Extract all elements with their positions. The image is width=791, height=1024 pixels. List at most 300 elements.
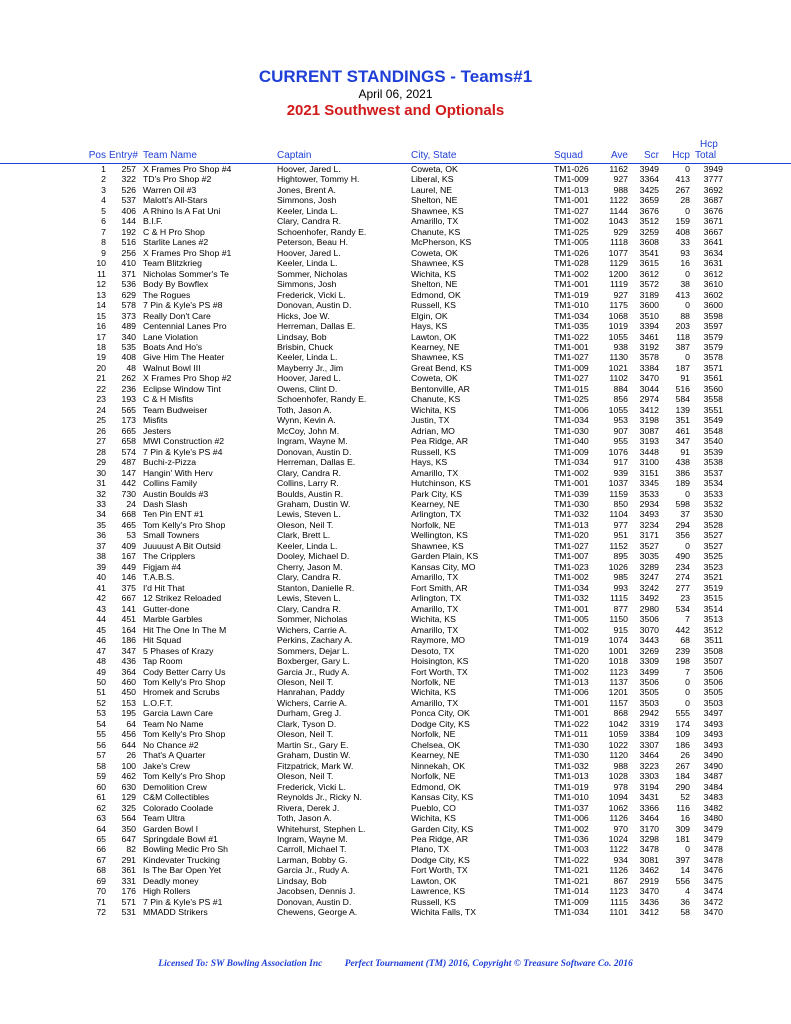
handicap-cell: 0: [685, 540, 690, 551]
table-row: [0, 782, 791, 792]
captain-cell: Keeler, Linda L.: [277, 205, 338, 216]
city-state-cell: Edmond, OK: [411, 289, 461, 300]
scratch-cell: 3492: [639, 593, 659, 604]
pos-cell: 14: [96, 300, 106, 311]
city-state-cell: Kansas City, MO: [411, 561, 476, 572]
average-cell: 993: [613, 582, 628, 593]
captain-cell: Simmons, Josh: [277, 279, 337, 290]
entry-cell: 730: [121, 488, 136, 499]
hcp-total-cell: 3474: [703, 886, 723, 897]
team-name-cell: Kindevater Trucking: [143, 854, 220, 865]
squad-cell: TM1-027: [554, 352, 589, 363]
scratch-cell: 3192: [639, 341, 659, 352]
hcp-total-cell: 3560: [703, 383, 723, 394]
entry-cell: 371: [121, 268, 136, 279]
captain-cell: Hoover, Jared L.: [277, 247, 341, 258]
team-name-cell: L.O.F.T.: [143, 697, 173, 708]
pos-cell: 25: [96, 415, 106, 426]
captain-cell: McCoy, John M.: [277, 425, 340, 436]
pos-cell: 5: [101, 205, 106, 216]
city-state-cell: Wichita, KS: [411, 614, 456, 625]
table-row: [0, 258, 791, 268]
captain-cell: Lindsay, Bob: [277, 875, 327, 886]
table-row: [0, 677, 791, 687]
table-row: [0, 478, 791, 488]
scratch-cell: 3366: [639, 802, 659, 813]
handicap-cell: 7: [685, 614, 690, 625]
handicap-cell: 413: [675, 289, 690, 300]
handicap-cell: 490: [675, 551, 690, 562]
average-cell: 1101: [609, 907, 628, 918]
pos-cell: 62: [96, 802, 106, 813]
city-state-cell: Hays, KS: [411, 321, 448, 332]
team-name-cell: Springdale Bowl #1: [143, 834, 218, 844]
squad-cell: TM1-028: [554, 258, 589, 269]
hcp-total-cell: 3610: [703, 279, 723, 290]
captain-cell: Reynolds Jr., Ricky N.: [277, 792, 362, 803]
hcp-total-cell: 3671: [703, 216, 723, 227]
scratch-cell: 3615: [639, 258, 659, 269]
col-ave-header: Ave: [610, 150, 628, 161]
entry-cell: 262: [121, 373, 136, 384]
entry-cell: 167: [121, 551, 136, 562]
table-row: [0, 844, 791, 854]
hcp-total-cell: 3949: [703, 164, 723, 174]
average-cell: 970: [613, 823, 628, 834]
handicap-cell: 16: [680, 258, 690, 269]
table-row: [0, 792, 791, 802]
captain-cell: Graham, Dustin W.: [277, 499, 351, 509]
pos-cell: 49: [96, 666, 106, 677]
hcp-total-cell: 3497: [703, 708, 723, 719]
pos-cell: 13: [96, 289, 106, 300]
scratch-cell: 3070: [639, 624, 659, 635]
handicap-cell: 442: [675, 624, 690, 635]
squad-cell: TM1-001: [554, 195, 589, 206]
squad-cell: TM1-030: [554, 499, 589, 509]
team-name-cell: MMADD Strikers: [143, 907, 208, 918]
captain-cell: Donovan, Austin D.: [277, 446, 352, 457]
table-row: [0, 886, 791, 896]
pos-cell: 47: [96, 645, 106, 656]
team-name-cell: Team Blitzkrieg: [143, 258, 202, 269]
handicap-cell: 139: [675, 404, 690, 415]
average-cell: 1201: [608, 687, 628, 698]
table-row: [0, 708, 791, 718]
team-name-cell: Ten Pin ENT #1: [143, 509, 204, 520]
hcp-total-cell: 3634: [703, 247, 723, 258]
captain-cell: Wynn, Kevin A.: [277, 415, 336, 426]
table-row: [0, 530, 791, 540]
handicap-cell: 174: [675, 718, 690, 729]
table-row: [0, 457, 791, 467]
team-name-cell: Eclipse Window Tint: [143, 383, 221, 394]
entry-cell: 236: [121, 383, 136, 394]
table-row: [0, 447, 791, 457]
average-cell: 1152: [609, 540, 628, 551]
handicap-cell: 534: [675, 603, 690, 614]
pos-cell: 55: [96, 729, 106, 740]
team-name-cell: Garcia Lawn Care: [143, 708, 214, 719]
hcp-total-cell: 3579: [703, 331, 723, 342]
city-state-cell: Amarillo, TX: [411, 467, 459, 478]
captain-cell: Collins, Larry R.: [277, 478, 339, 489]
entry-cell: 193: [121, 394, 136, 405]
entry-cell: 82: [126, 844, 136, 855]
average-cell: 1129: [609, 258, 628, 269]
hcp-total-cell: 3506: [703, 666, 723, 677]
entry-cell: 375: [121, 582, 136, 593]
scratch-cell: 3505: [639, 687, 659, 698]
squad-cell: TM1-005: [554, 614, 589, 625]
scratch-cell: 3269: [639, 645, 659, 656]
team-name-cell: Hit Squad: [143, 635, 182, 646]
team-name-cell: No Chance #2: [143, 739, 199, 750]
city-state-cell: Lawrence, KS: [411, 886, 466, 897]
hcp-total-cell: 3597: [703, 321, 723, 332]
team-name-cell: Jake's Crew: [143, 760, 191, 771]
city-state-cell: Wichita Falls, TX: [411, 907, 477, 918]
pos-cell: 23: [96, 394, 106, 405]
average-cell: 988: [613, 760, 628, 771]
scratch-cell: 3600: [639, 300, 659, 311]
hcp-total-cell: 3503: [703, 697, 723, 708]
handicap-cell: 386: [675, 467, 690, 478]
team-name-cell: TD's Pro Shop #2: [143, 174, 212, 185]
captain-cell: Frederick, Vicki L.: [277, 289, 346, 300]
handicap-cell: 186: [675, 739, 690, 750]
handicap-cell: 438: [675, 457, 690, 468]
entry-cell: 668: [121, 509, 136, 520]
scratch-cell: 3303: [639, 771, 659, 782]
average-cell: 1150: [609, 614, 628, 625]
team-name-cell: Tom Kelly's Pro Shop: [143, 771, 226, 782]
average-cell: 1028: [608, 771, 628, 782]
city-state-cell: Ponca City, OK: [411, 708, 470, 719]
average-cell: 850: [613, 499, 628, 509]
hcp-total-cell: 3533: [703, 488, 723, 499]
city-state-cell: Laurel, NE: [411, 184, 453, 195]
scratch-cell: 3412: [639, 907, 659, 918]
squad-cell: TM1-001: [554, 341, 589, 352]
captain-cell: Sommer, Nicholas: [277, 268, 348, 279]
hcp-total-cell: 3493: [703, 739, 723, 750]
pos-cell: 11: [96, 268, 106, 279]
city-state-cell: Wichita, KS: [411, 268, 456, 279]
city-state-cell: Garden Plain, KS: [411, 551, 479, 562]
hcp-total-cell: 3537: [703, 467, 723, 478]
average-cell: 1094: [608, 792, 628, 803]
squad-cell: TM1-027: [554, 205, 589, 216]
squad-cell: TM1-002: [554, 624, 589, 635]
table-row: [0, 373, 791, 383]
team-name-cell: C & H Misfits: [143, 394, 194, 405]
squad-cell: TM1-032: [554, 760, 589, 771]
average-cell: 934: [613, 854, 628, 865]
team-name-cell: Is The Bar Open Yet: [143, 865, 222, 876]
city-state-cell: Norfolk, NE: [411, 676, 456, 687]
squad-cell: TM1-030: [554, 739, 589, 750]
table-row: [0, 279, 791, 289]
average-cell: 1175: [609, 300, 628, 311]
captain-cell: Lewis, Steven L.: [277, 509, 341, 520]
city-state-cell: Fort Worth, TX: [411, 666, 468, 677]
pos-cell: 1: [101, 164, 106, 174]
scratch-cell: 2934: [639, 499, 659, 509]
team-name-cell: 5 Phases of Krazy: [143, 645, 214, 656]
scratch-cell: 2919: [639, 875, 659, 886]
squad-cell: TM1-030: [554, 425, 589, 436]
average-cell: 951: [613, 530, 628, 541]
city-state-cell: Norfolk, NE: [411, 771, 456, 782]
hcp-total-cell: 3490: [703, 750, 723, 761]
city-state-cell: Amarillo, TX: [411, 216, 459, 227]
pos-cell: 71: [96, 896, 106, 907]
captain-cell: Oleson, Neil T.: [277, 519, 334, 530]
city-state-cell: Shawnee, KS: [411, 205, 464, 216]
hcp-total-cell: 3484: [703, 781, 723, 792]
pos-cell: 53: [96, 708, 106, 719]
scratch-cell: 3464: [639, 813, 659, 824]
handicap-cell: 4: [685, 886, 690, 897]
pos-cell: 56: [96, 739, 106, 750]
pos-cell: 31: [96, 478, 106, 489]
handicap-cell: 351: [675, 415, 690, 426]
entry-cell: 531: [121, 907, 136, 918]
table-row: [0, 468, 791, 478]
hcp-total-cell: 3612: [703, 268, 723, 279]
captain-cell: Hicks, Joe W.: [277, 310, 330, 321]
squad-cell: TM1-013: [554, 184, 589, 195]
table-row: [0, 771, 791, 781]
average-cell: 1157: [609, 697, 628, 708]
city-state-cell: Norfolk, NE: [411, 729, 456, 740]
city-state-cell: Wichita, KS: [411, 404, 456, 415]
city-state-cell: Shawnee, KS: [411, 540, 464, 551]
city-state-cell: Amarillo, TX: [411, 572, 459, 583]
entry-cell: 462: [121, 771, 136, 782]
city-state-cell: Arlington, TX: [411, 593, 462, 604]
entry-cell: 489: [121, 321, 136, 332]
pos-cell: 4: [101, 195, 106, 206]
handicap-cell: 36: [680, 896, 690, 907]
scratch-cell: 3044: [639, 383, 659, 394]
entry-cell: 153: [121, 697, 136, 708]
average-cell: 1159: [609, 488, 628, 499]
average-cell: 1122: [609, 844, 628, 855]
hcp-total-cell: 3525: [703, 551, 723, 562]
scratch-cell: 2980: [639, 603, 659, 614]
squad-cell: TM1-022: [554, 854, 589, 865]
scratch-cell: 3533: [639, 488, 659, 499]
page-title: CURRENT STANDINGS - Teams#1: [258, 67, 533, 86]
average-cell: 1076: [608, 446, 628, 457]
scratch-cell: 3242: [639, 582, 659, 593]
scratch-cell: 3035: [639, 551, 659, 562]
average-cell: 1055: [608, 404, 628, 415]
col-scr-header: Scr: [644, 150, 659, 161]
table-row: [0, 719, 791, 729]
handicap-cell: 26: [680, 750, 690, 761]
squad-cell: TM1-019: [554, 635, 589, 646]
hcp-total-cell: 3667: [703, 226, 723, 237]
squad-cell: TM1-021: [554, 865, 589, 876]
average-cell: 867: [613, 875, 628, 886]
scratch-cell: 3307: [639, 739, 659, 750]
pos-cell: 16: [96, 321, 106, 332]
team-name-cell: Colorado Coolade: [143, 802, 214, 813]
hcp-total-cell: 3508: [703, 645, 723, 656]
entry-cell: 667: [121, 593, 136, 604]
table-row: [0, 729, 791, 739]
handicap-cell: 109: [675, 729, 690, 740]
team-name-cell: 7 Pin & Kyle's PS #4: [143, 446, 223, 457]
scratch-cell: 3612: [639, 268, 659, 279]
average-cell: 868: [613, 708, 628, 719]
average-cell: 1162: [609, 164, 628, 174]
captain-cell: Brisbin, Chuck: [277, 341, 334, 352]
team-name-cell: C&M Collectibles: [143, 792, 210, 803]
entry-cell: 146: [121, 572, 136, 583]
pos-cell: 70: [96, 886, 106, 897]
city-state-cell: Kearney, NE: [411, 341, 460, 352]
scratch-cell: 3443: [639, 635, 659, 646]
col-captain-header: Captain: [277, 150, 312, 161]
team-name-cell: Collins Family: [143, 478, 198, 489]
table-row: [0, 834, 791, 844]
squad-cell: TM1-006: [554, 813, 589, 824]
table-row: [0, 635, 791, 645]
table-row: [0, 436, 791, 446]
pos-cell: 60: [96, 781, 106, 792]
squad-cell: TM1-002: [554, 216, 589, 227]
captain-cell: Jones, Brent A.: [277, 184, 336, 195]
average-cell: 917: [613, 457, 628, 468]
entry-cell: 257: [121, 164, 136, 174]
average-cell: 1042: [608, 718, 628, 729]
hcp-total-cell: 3511: [704, 635, 723, 646]
scratch-cell: 3499: [639, 666, 659, 677]
pos-cell: 35: [96, 519, 106, 530]
hcp-total-cell: 3527: [703, 540, 723, 551]
squad-cell: TM1-036: [554, 834, 589, 844]
table-row: [0, 740, 791, 750]
average-cell: 1200: [608, 268, 628, 279]
table-row: [0, 646, 791, 656]
team-name-cell: Centennial Lanes Pro: [143, 321, 227, 332]
pos-cell: 43: [96, 603, 106, 614]
captain-cell: Donovan, Austin D.: [277, 300, 352, 311]
pos-cell: 63: [96, 813, 106, 824]
average-cell: 1001: [608, 645, 628, 656]
captain-cell: Dooley, Michael D.: [277, 551, 350, 562]
squad-cell: TM1-001: [554, 708, 589, 719]
team-name-cell: Deadly money: [143, 875, 199, 886]
entry-cell: 147: [121, 467, 136, 478]
pos-cell: 29: [96, 457, 106, 468]
handicap-cell: 0: [685, 164, 690, 174]
city-state-cell: Russell, KS: [411, 446, 456, 457]
entry-cell: 537: [121, 195, 136, 206]
team-name-cell: Garden Bowl I: [143, 823, 199, 834]
captain-cell: Martin Sr., Gary E.: [277, 739, 349, 750]
squad-cell: TM1-001: [554, 697, 589, 708]
pos-cell: 27: [96, 436, 106, 447]
table-row: [0, 321, 791, 331]
scratch-cell: 2942: [639, 708, 659, 719]
entry-cell: 526: [121, 184, 136, 195]
captain-cell: Lewis, Steven L.: [277, 593, 341, 604]
scratch-cell: 3464: [639, 750, 659, 761]
squad-cell: TM1-015: [554, 383, 589, 394]
average-cell: 1144: [609, 205, 628, 216]
captain-cell: Ingram, Wayne M.: [277, 436, 348, 447]
pos-cell: 52: [96, 697, 106, 708]
captain-cell: Garcia Jr., Rudy A.: [277, 666, 350, 677]
handicap-cell: 23: [680, 593, 690, 604]
handicap-cell: 290: [675, 781, 690, 792]
city-state-cell: Coweta, OK: [411, 373, 458, 384]
city-state-cell: Wichita, KS: [411, 813, 456, 824]
hcp-total-cell: 3534: [703, 478, 723, 489]
average-cell: 978: [613, 781, 628, 792]
captain-cell: Toth, Jason A.: [277, 404, 332, 415]
hcp-total-cell: 3507: [703, 656, 723, 667]
captain-cell: Graham, Dustin W.: [277, 750, 351, 761]
handicap-cell: 0: [685, 687, 690, 698]
hcp-total-cell: 3506: [703, 676, 723, 687]
handicap-cell: 68: [680, 635, 690, 646]
team-name-cell: Marble Garbles: [143, 614, 203, 625]
hcp-total-cell: 3470: [703, 907, 723, 918]
squad-cell: TM1-010: [554, 792, 589, 803]
team-name-cell: Team No Name: [143, 718, 204, 729]
city-state-cell: Lawton, OK: [411, 331, 457, 342]
entry-cell: 410: [121, 258, 136, 269]
average-cell: 939: [613, 467, 628, 478]
average-cell: 895: [613, 551, 628, 562]
scratch-cell: 3319: [639, 718, 659, 729]
scratch-cell: 3510: [639, 310, 659, 321]
scratch-cell: 3425: [639, 184, 659, 195]
pos-cell: 33: [96, 499, 106, 509]
pos-cell: 12: [96, 279, 106, 290]
table-row: [0, 290, 791, 300]
hcp-total-cell: 3561: [703, 373, 723, 384]
scratch-cell: 3608: [639, 237, 659, 248]
city-state-cell: Hays, KS: [411, 457, 448, 468]
entry-cell: 322: [121, 174, 136, 185]
scratch-cell: 3541: [639, 247, 659, 258]
table-row: [0, 625, 791, 635]
squad-cell: TM1-006: [554, 687, 589, 698]
pos-cell: 2: [101, 174, 106, 185]
entry-cell: 629: [121, 289, 136, 300]
entry-cell: 141: [121, 603, 136, 614]
team-name-cell: B.I.F.: [143, 216, 163, 227]
report-date: April 06, 2021: [358, 87, 433, 101]
scratch-cell: 3384: [639, 362, 659, 373]
scratch-cell: 3298: [639, 834, 659, 844]
average-cell: 907: [613, 425, 628, 436]
handicap-cell: 267: [675, 760, 690, 771]
table-row: [0, 185, 791, 195]
table-row: [0, 499, 791, 509]
city-state-cell: Arlington, TX: [411, 509, 462, 520]
captain-cell: Garcia Jr., Rudy A.: [277, 865, 350, 876]
scratch-cell: 3493: [639, 509, 659, 520]
scratch-cell: 3506: [639, 614, 659, 625]
